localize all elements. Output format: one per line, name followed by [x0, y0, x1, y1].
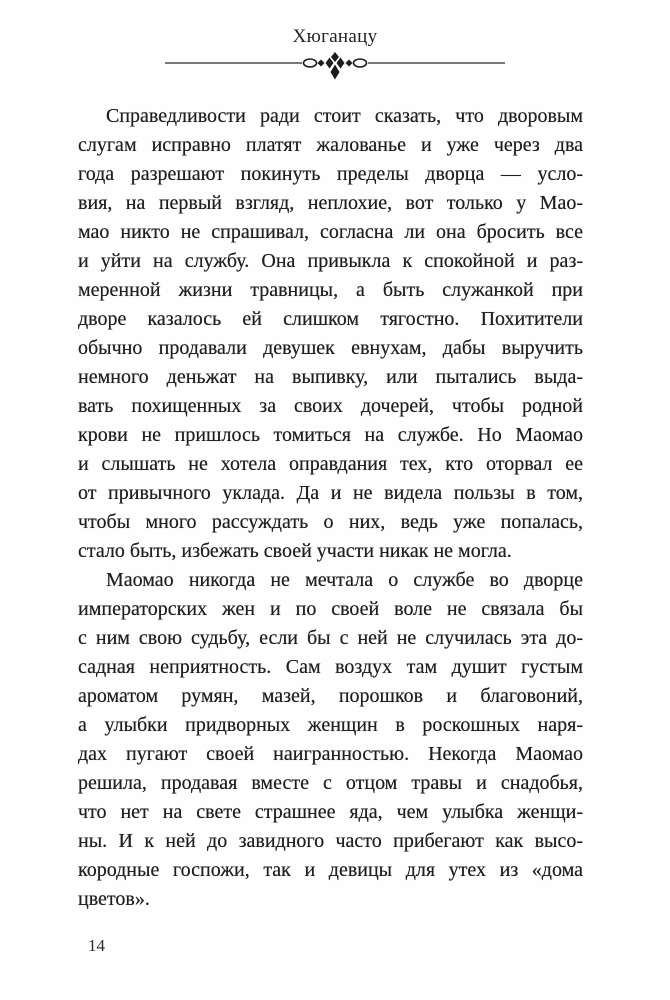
text-line: обычно продавали девушек евнухам, дабы выручить: [78, 337, 583, 359]
chapter-running-header: Хюганацу: [292, 26, 378, 47]
text-line: и уйти на службу. Она привыкла к спокойной и раз-: [78, 250, 583, 272]
text-line: ароматом румян, мазей, порошков и благовоний,: [78, 685, 583, 707]
text-line: ны. И к ней до завидного часто прибегают как высо-: [78, 830, 583, 852]
text-line: вия, на первый взгляд, неплохие, вот только у Мао-: [78, 192, 583, 214]
text-line: слугам исправно платят жалованье и уже через два: [78, 134, 583, 156]
page-text: [78, 102, 583, 914]
text-line: императорских жен и по своей воле не связала бы: [78, 598, 583, 620]
text-line: стало быть, избежать своей участи никак не могла.: [78, 540, 512, 562]
text-line: дворе казалось ей слишком тягостно. Похитители: [78, 308, 583, 330]
text-line: крови не пришлось томиться на службе. Но Маомао: [78, 424, 583, 446]
text-line: мао никто не спрашивал, согласна ли она бросить все: [78, 221, 583, 243]
text-line: Маомао никогда не мечтала о службе во дворце: [106, 569, 583, 591]
text-line: вать похищенных за своих дочерей, чтобы родной: [78, 395, 583, 417]
text-line: а улыбки придворных женщин в роскошных наря-: [78, 714, 583, 736]
text-line: что нет на свете страшнее яда, чем улыбка женщи-: [78, 801, 583, 823]
diamond-fleuron-ornament-icon: [165, 50, 505, 84]
text-line: садная неприятность. Сам воздух там душит густым: [78, 656, 583, 678]
text-line: и слышать не хотела оправдания тех, кто оторвал ее: [78, 453, 583, 475]
text-line: от привычного уклада. Да и не видела пользы в том,: [78, 482, 583, 504]
text-line: чтобы много рассуждать о них, ведь уже попалась,: [78, 511, 583, 533]
text-line: Справедливости ради стоит сказать, что дворовым: [106, 105, 583, 127]
text-line: меренной жизни травницы, а быть служанкой при: [78, 279, 583, 301]
text-line: года разрешают покинуть пределы дворца — усло-: [78, 163, 583, 185]
text-line: с ним свою судьбу, если бы с ней не случилась эта до-: [78, 627, 583, 649]
page-number: 14: [88, 936, 105, 955]
text-line: кородные госпожи, так и девицы для утех из «дома: [78, 859, 583, 881]
text-line: решила, продавая вместе с отцом травы и снадобья,: [78, 772, 583, 794]
text-line: немного деньжат на выпивку, или пытались выда-: [78, 366, 583, 388]
section-divider: [165, 50, 505, 84]
text-line: цветов».: [78, 888, 150, 910]
text-line: дах пугают своей наигранностью. Некогда Маомао: [78, 743, 583, 765]
